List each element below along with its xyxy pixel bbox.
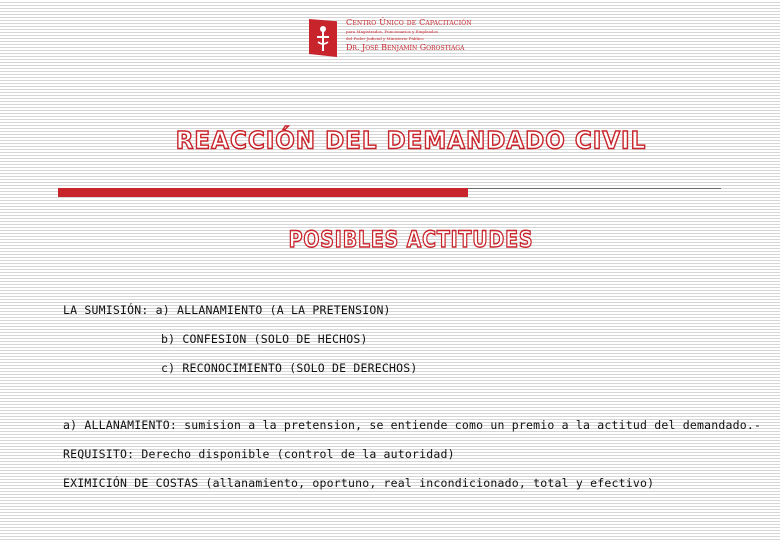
requisito-line: REQUISITO: Derecho disponible (control de la autoridad) [63, 447, 455, 461]
logo-line2: para Magistrados, Funcionarios y Empleados [346, 29, 438, 34]
logo-line3: del Poder Judicial y Ministerio Público [346, 36, 424, 41]
title-divider-rule [468, 188, 721, 189]
logo-emblem-icon [309, 19, 337, 57]
slide-subtitle: POSIBLES ACTITUDES [288, 228, 534, 253]
allanamiento-line: a) ALLANAMIENTO: sumision a la pretension, se entiende como un premio a la actitud del demandado.- [63, 418, 762, 432]
slide-title: REACCIÓN DEL DEMANDADO CIVIL [175, 127, 647, 155]
confesion-line: b) CONFESION (SOLO DE HECHOS) [161, 332, 368, 346]
logo-text [346, 19, 472, 52]
eximicion-line: EXIMICIÓN DE COSTAS (allanamiento, oportuno, real incondicionado, total y efectivo) [63, 476, 655, 490]
institution-logo [309, 19, 472, 57]
title-divider-bar [58, 188, 468, 197]
logo-line4: Dr. José Benjamín Gorostiaga [346, 43, 465, 52]
sumision-line: LA SUMISIÓN: a) ALLANAMIENTO (A LA PRETENSION) [63, 303, 391, 317]
reconocimiento-line: c) RECONOCIMIENTO (SOLO DE DERECHOS) [161, 361, 418, 375]
logo-line1: Centro Único de Capacitación [346, 18, 472, 27]
